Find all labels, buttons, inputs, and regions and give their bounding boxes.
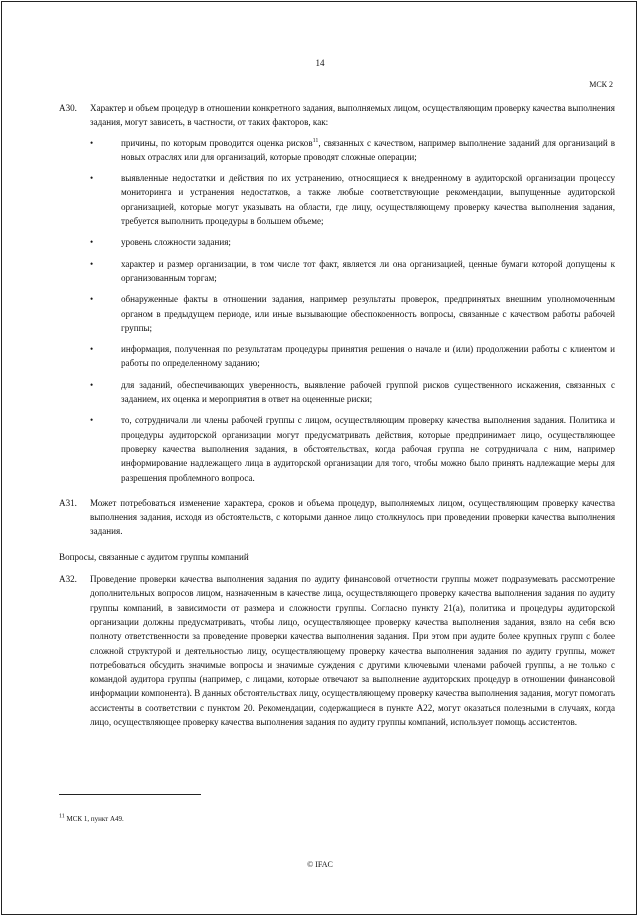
list-item xyxy=(90,342,615,371)
list-item-text: информация, полученная по результатам процедуры принятия решения о начале и (или) продолжении работы с клиентом и работы по определенному заданию; xyxy=(121,344,615,369)
page-number: 14 xyxy=(315,58,325,68)
footnote-ref[interactable]: 11 xyxy=(312,137,319,144)
footnote-separator xyxy=(59,794,201,795)
list-item-text: уровень сложности задания; xyxy=(121,237,231,248)
bullet-icon: • xyxy=(90,173,94,184)
page-footer: © IFAC xyxy=(307,860,333,869)
list-item xyxy=(90,378,615,407)
document-body xyxy=(59,101,615,740)
section-heading: Вопросы, связанные с аудитом группы компаний xyxy=(59,551,249,562)
list-item xyxy=(90,171,615,228)
list-item-text: причины, по которым проводится оценка рисков xyxy=(121,137,313,148)
bullet-list xyxy=(90,136,615,485)
footnote xyxy=(59,812,124,826)
list-item xyxy=(90,292,615,335)
list-item xyxy=(90,136,615,165)
paragraph-text: Может потребоваться изменение характера, сроков и объема процедур, выполняемых лицом, осуществляющим проверку качества выполнения задания, исходя из обстоятельств, с которыми данное лицо столкнулось при проведении проверки качества выполнения задания. xyxy=(90,497,615,537)
footnote-text: МСК 1, пункт А49. xyxy=(64,815,124,823)
list-item xyxy=(90,235,615,249)
list-item-text: , связанных с качеством, например выполнение заданий для организаций в новых отраслях или для организаций, которые проводят сложные операции; xyxy=(121,137,615,162)
paragraph-text: Характер и объем процедур в отношении конкретного задания, выполняемых лицом, осуществляющим проверку качества выполнения задания, могут зависеть, в частности, от таких факторов, как: xyxy=(90,103,615,128)
bullet-icon: • xyxy=(90,379,94,390)
list-item-text: для заданий, обеспечивающих уверенность, выявление рабочей группой рисков существенного искажения, связанных с заданием, их оценка и мероприятия в ответ на оцененные риски; xyxy=(121,379,615,405)
bullet-icon: • xyxy=(90,137,94,148)
list-item-text: выявленные недостатки и действия по их устранению, относящиеся к внедренному в аудиторской организации процессу мониторинга и устранения недостатков, а также любые соответствующие рекомендации, выпущенные аудиторской организацией, которые могут указывать на области, где лицу, осуществляющему проверку качества выполнения задания, требуется выполнить процедуры в большем объеме; xyxy=(121,173,615,227)
list-item-text: характер и размер организации, в том числе тот факт, является ли она организацией, ценные бумаги которой допущены к организованным торгам; xyxy=(121,258,615,283)
list-item xyxy=(90,257,615,286)
list-item xyxy=(90,413,615,484)
bullet-icon: • xyxy=(90,415,94,426)
bullet-icon: • xyxy=(90,258,94,269)
paragraph-a31 xyxy=(59,496,615,539)
bullet-icon: • xyxy=(90,344,94,355)
paragraph-text: Проведение проверки качества выполнения задания по аудиту финансовой отчетности группы может подразумевать рассмотрение дополнительных вопросов лицом, назначенным в качестве лица, осуществляющего проверку качества выполнения задания по аудиту группы компаний, в зависимости от размера и сложности группы. Согласно пункту 21(а), политика и процедуры аудиторской организации должны предусматривать, чтобы лицо, осуществляющее проверку качества выполнения задания, взяло на себя всю полноту ответственности за проведение проверки качества выполнения задания. При этом при аудите более крупных групп с более сложной структурой и деятельностью лицу, осуществляющему проверку качества выполнения задания по аудиту группы, может потребоваться обсудить значимые вопросы и значимые суждения с другими ключевыми членами рабочей группы, а не только с командой аудитора группы (например, с лицами, которые отвечают за выполнение аудиторских процедур в отношении финансовой информации компонента). В данных обстоятельствах лицу, осуществляющему проверку качества выполнения задания, могут помогать ассистенты в соответствии с пунктом 20. Рекомендации, содержащиеся в пункте А22, могут оказаться полезными в случаях, когда лицо, осуществляющее проверку качества выполнения задания по аудиту группы компаний, использует помощь ассистентов. xyxy=(90,574,615,727)
bullet-icon: • xyxy=(90,237,94,248)
list-item-text: обнаруженные факты в отношении задания, например результаты проверок, предпринятых внешним уполномоченным органом в предыдущем периоде, или иные вызывающие обеспокоенность вопросы, связанные с качеством работы рабочей группы; xyxy=(121,294,615,333)
footnote-number: 11 xyxy=(59,813,65,820)
document-code: МСК 2 xyxy=(589,80,613,89)
paragraph-number: A30. xyxy=(59,103,77,113)
paragraph-number: A32. xyxy=(59,574,77,585)
list-item-text: то, сотрудничали ли члены рабочей группы с лицом, осуществляющим проверку качества выполнения задания. Политика и процедуры аудиторской организации могут предусматривать действия, которые предпринимает лицо, осуществляющее проверку качества выполнения задания, в обстоятельствах, когда рабочая группа не сотрудничала с ним, например информирование надлежащего лица в аудиторской организации для того, чтобы можно было принять надлежащие меры для разрешения проблемного вопроса. xyxy=(121,415,615,483)
paragraph-number: A31. xyxy=(59,497,77,508)
paragraph-a32 xyxy=(59,572,615,729)
bullet-icon: • xyxy=(90,294,94,305)
paragraph-a30 xyxy=(59,101,615,485)
